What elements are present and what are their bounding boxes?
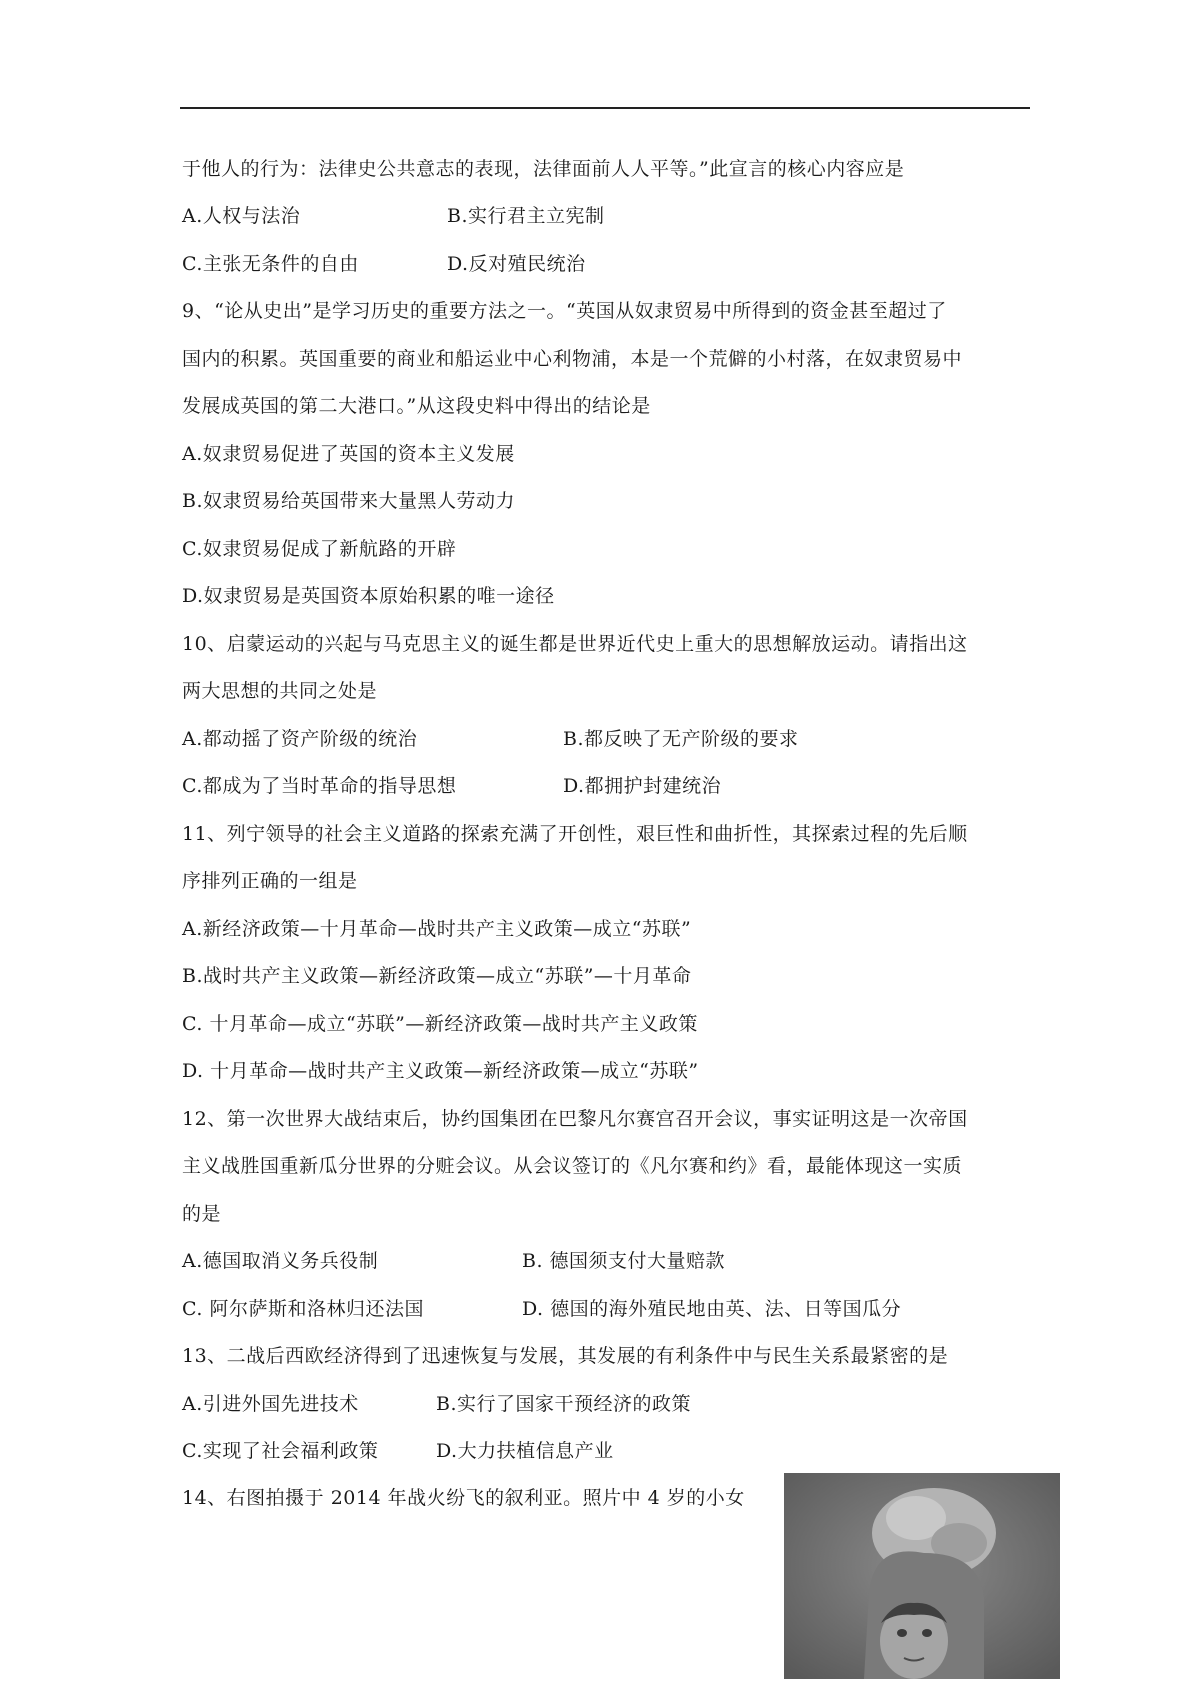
q11-option-c: C. 十月革命—成立“苏联”—新经济政策—战时共产主义政策 [182,1013,698,1035]
q10-option-d: D.都拥护封建统治 [563,775,722,797]
q8-stem-line: 于他人的行为：法律史公共意志的表现，法律面前人人平等。”此宣言的核心内容应是 [182,158,905,180]
q11-option-d: D. 十月革命—战时共产主义政策—新经济政策—成立“苏联” [182,1060,699,1082]
q8-option-row-1 [182,203,605,229]
q9-option-a: A.奴隶贸易促进了英国的资本主义发展 [182,443,515,465]
q13-option-a: A.引进外国先进技术 [182,1393,359,1415]
q13-option-row-2 [182,1438,614,1464]
q11-option-b: B.战时共产主义政策—新经济政策—成立“苏联”—十月革命 [182,965,692,987]
q12-stem-line-3: 的是 [182,1203,222,1225]
q13-option-b: B.实行了国家干预经济的政策 [436,1393,692,1415]
q9-option-b: B.奴隶贸易给英国带来大量黑人劳动力 [182,490,516,512]
q14-stem-line: 14、右图拍摄于 2014 年战火纷飞的叙利亚。照片中 4 岁的小女 [182,1487,745,1509]
q13-option-c: C.实现了社会福利政策 [182,1440,379,1462]
q10-option-c: C.都成为了当时革命的指导思想 [182,775,457,797]
q9-stem-line-3: 发展成英国的第二大港口。”从这段史料中得出的结论是 [182,395,651,417]
q10-option-row-2 [182,773,722,799]
q12-option-row-1 [182,1248,726,1274]
q12-stem-line-1: 12、第一次世界大战结束后，协约国集团在巴黎凡尔赛宫召开会议，事实证明这是一次帝国 [182,1108,968,1130]
q10-option-b: B.都反映了无产阶级的要求 [563,728,799,750]
q10-stem-line-2: 两大思想的共同之处是 [182,680,378,702]
q9-stem-line-1: 9、“论从史出”是学习历史的重要方法之一。“英国从奴隶贸易中所得到的资金甚至超过了 [182,300,947,322]
q10-option-a: A.都动摇了资产阶级的统治 [182,728,418,750]
q13-stem-line: 13、二战后西欧经济得到了迅速恢复与发展，其发展的有利条件中与民生关系最紧密的是 [182,1345,949,1367]
q8-option-row-2 [182,251,586,277]
q13-option-d: D.大力扶植信息产业 [436,1440,614,1462]
q12-option-c: C. 阿尔萨斯和洛林归还法国 [182,1298,424,1320]
q12-option-d: D. 德国的海外殖民地由英、法、日等国瓜分 [522,1298,902,1320]
q10-stem-line-1: 10、启蒙运动的兴起与马克思主义的诞生都是世界近代史上重大的思想解放运动。请指出这 [182,633,968,655]
q8-option-b: B.实行君主立宪制 [447,205,605,227]
q12-option-row-2 [182,1296,902,1322]
q9-option-c: C.奴隶贸易促成了新航路的开辟 [182,538,457,560]
q11-stem-line-2: 序排列正确的一组是 [182,870,358,892]
q11-stem-line-1: 11、列宁领导的社会主义道路的探索充满了开创性，艰巨性和曲折性，其探索过程的先后顺 [182,823,968,845]
q12-option-a: A.德国取消义务兵役制 [182,1250,379,1272]
q12-stem-line-2: 主义战胜国重新瓜分世界的分赃会议。从会议签订的《凡尔赛和约》看，最能体现这一实质 [182,1155,963,1177]
header-rule [180,107,1030,109]
syria-girl-photo [784,1473,1060,1679]
q8-option-d: D.反对殖民统治 [447,253,586,275]
q8-option-a: A.人权与法治 [182,205,301,227]
q10-option-row-1 [182,726,799,752]
q11-option-a: A.新经济政策—十月革命—战时共产主义政策—成立“苏联” [182,918,692,940]
q12-option-b: B. 德国须支付大量赔款 [522,1250,726,1272]
q13-option-row-1 [182,1391,692,1417]
q9-option-d: D.奴隶贸易是英国资本原始积累的唯一途径 [182,585,555,607]
q8-option-c: C.主张无条件的自由 [182,253,359,275]
q9-stem-line-2: 国内的积累。英国重要的商业和船运业中心利物浦，本是一个荒僻的小村落，在奴隶贸易中 [182,348,963,370]
